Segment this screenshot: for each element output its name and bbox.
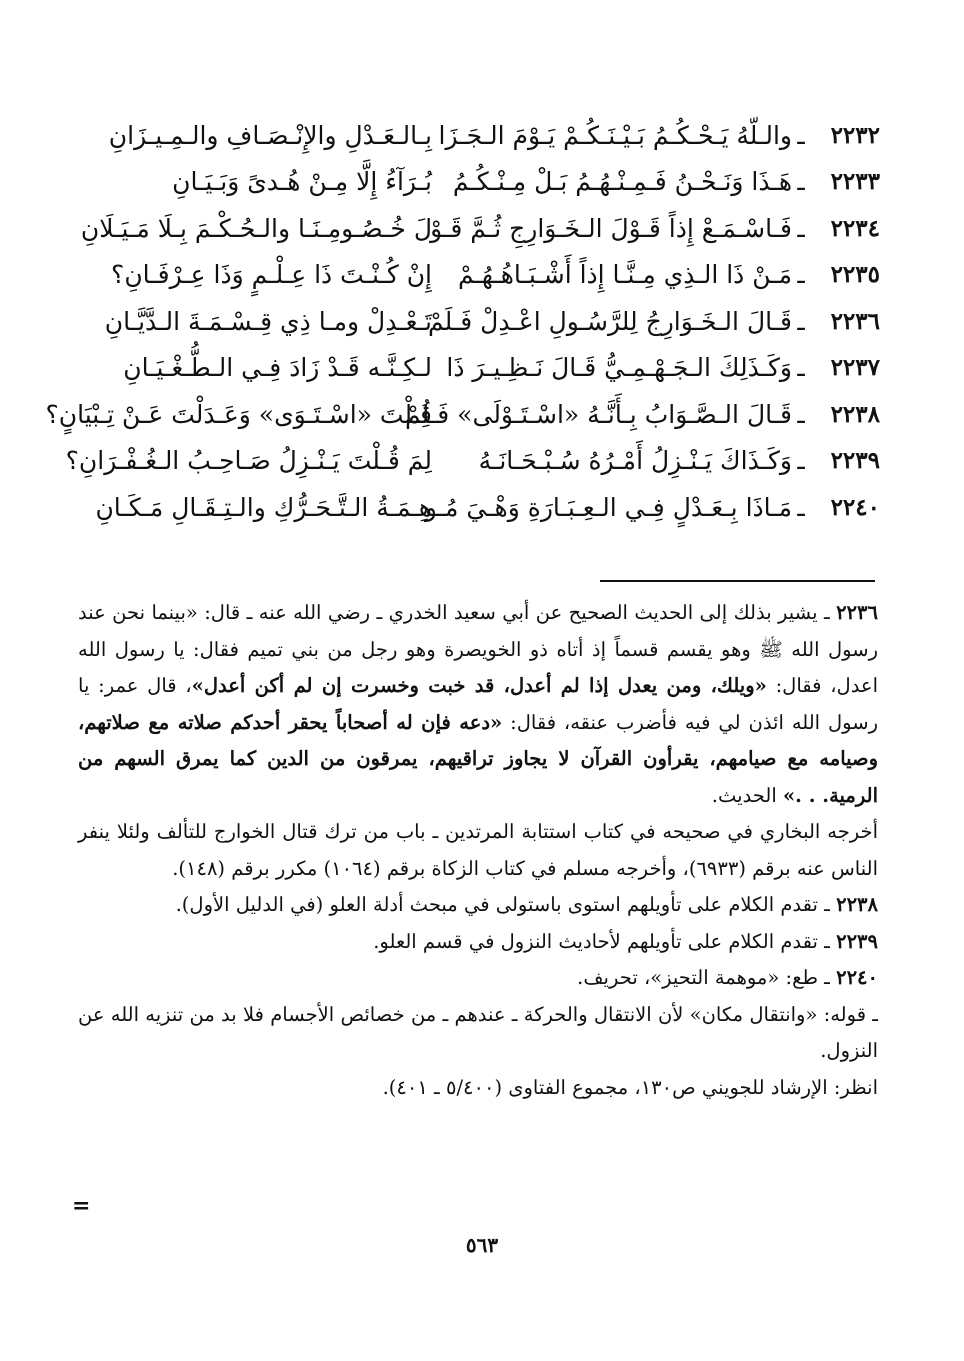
footnote-2240-continuation [78,997,878,1070]
verse-dash: ـ [797,446,805,476]
footnote-text: يشير بذلك إلى الحديث الصحيح عن أبي سعيد الخدري ـ رضي الله عنه ـ قال: «بينما نحن عند رسول الله ﷺ وهو يقسم قسماً إذ أتاه ذو الخويصرة وهو رجل من بني تميم فقال: يا رسول الله اعدل، فقال: [78,601,878,697]
footnote-source: أخرجه البخاري في صحيحه في كتاب استتابة المرتدين ـ باب من ترك قتال الخوارج للتألف ولئلا ينفر الناس عنه برقم (٦٩٣٣)، وأخرجه مسلم في كتاب الزكاة برقم (١٠٦٤) مكرر برقم (١٤٨). [78,820,878,880]
verse-line [80,345,880,392]
footnote-text: طع: «موهمة التحيز»، تحريف. [577,966,818,989]
verse-number: ٢٢٤٠ [830,493,880,521]
verse-second-hemistich: بِـالـعَـدْلِ والإِنْـصَـافِ والـمِـيـزَانِ [108,120,432,150]
verse-line [65,438,880,485]
verse-first-hemistich: قَـالَ الـخَـوَارِجُ لِلرَّسُـولِ اعْـدِلْ فَـلَمْ [428,306,792,336]
verse-first-hemistich: والـلّهُ يَـحْـكُـمُ بَـيْـنَـكُـمْ يَـوْمَ الـجَـزَا [438,120,792,150]
verse-line [80,112,880,159]
footnote-2240-reference [78,1070,878,1107]
verse-dash: ـ [797,167,805,197]
verse-second-hemistich: هِـمَـةُ الـتَّـحَـرُّكِ والـتِـقَـالِ مَـكَـانِ [95,492,432,522]
footnote-dash: ـ [823,601,830,624]
verse-number: ٢٢٣٦ [830,307,880,335]
verse-first-hemistich: وَكَـذَلِكَ الـجَـهْـمِـيُّ قَـالَ نَـظِـيـرَ ذَا [446,353,792,383]
verse-number: ٢٢٣٧ [830,354,880,382]
footnote-2239 [78,924,878,961]
footnote-number: ٢٢٣٩ [836,929,878,953]
footnote-2240 [78,960,878,997]
verse-number: ٢٢٣٢ [830,121,880,149]
footnote-separator [600,580,875,582]
verse-number: ٢٢٣٥ [830,261,880,289]
verse-second-hemistich: لـكِـنَّـه قَـدْ زَادَ فِـي الـطُّـغْـيَـانِ [123,353,432,383]
verse-number: ٢٢٣٣ [830,168,880,196]
footnote-number: ٢٢٤٠ [836,966,878,989]
verse-dash: ـ [797,492,805,522]
footnote-dash: ـ [824,893,830,916]
verse-dash: ـ [797,306,805,336]
hadith-quote: «ويلك، ومن يعدل إذا لم أعدل، قد خبت وخسرت إن لم أكن أعدل» [191,674,767,697]
verse-first-hemistich: وَكَـذَاكَ يَـنْـزِلُ أَمْـرُهُ سُـبْـحَـانَـهُ [478,446,792,476]
verse-line [80,252,880,299]
page-number: ٥٦٣ [465,1233,499,1257]
verse-second-hemistich: تَـعْـدِلْ ومـا ذِي قِـسْـمَـةَ الـدَّيَّـانِ [104,306,432,336]
verse-line [80,484,880,531]
verse-first-hemistich: هَـذَا وَنَـحْـنُ فَـمِـنْـهُـمُ بَـلْ مِـنْـكُـمُ [452,167,792,197]
verse-line [80,298,880,345]
hadith-quote: «دعه فإن له أصحاباً يحقر أحدكم صلاته مع صلاتهم، وصيامه مع صيامهم، يقرأون القرآن لا يجاوز تراقيهم، يمرقون من الدين كما يمرق السهم من الرمية. . .» [78,710,878,807]
footnote-text: ، قال عمر: يا رسول الله ائذن لي فيه فأضرب عنقه، فقال: [78,674,878,734]
verse-second-hemistich: إِنْ كُـنْـتَ ذَا عِـلْـمٍ وَذَا عِـرْفَـانِ؟ [111,260,432,290]
verse-number: ٢٢٣٤ [830,214,880,242]
continuation-mark: = [72,1193,91,1219]
verse-first-hemistich: مَـنْ ذَا الـذِي مِـنَّـا إِذاً أَشْـبَـاهُـهُـمْ [457,260,792,290]
verse-second-hemistich: لَ خُـصُـومِـنَـا والـحُـكْـمَ بِـلَا مَـيَـلَانِ [80,213,432,243]
footnote-dash: ـ [824,966,830,989]
footnote-text: تقدم الكلام على تأويلهم استوى باستولى في مبحث أدلة العلو (في الدليل الأول). [175,893,818,916]
verse-second-hemistich: بُـرَآءُ إِلَّا مِـنْ هُـدىً وَبَـيَـانِ [172,167,432,197]
footnotes [78,595,878,1106]
footnote-2238 [78,887,878,924]
verse-number: ٢٢٣٨ [830,400,880,428]
verse-first-hemistich: مَـاذَا بِـعَـدْلٍ فِـي الـعِـبَـارَةِ وَهْـيَ مُـو [424,492,792,522]
verse-dash: ـ [797,120,805,150]
footnote-number: ٢٢٣٦ [836,601,878,624]
footnote-2236 [78,595,878,887]
footnote-text: انظر: الإرشاد للجويني ص١٣٠، مجموع الفتاوى (٥/٤٠٠ ـ ٤٠١). [382,1075,878,1099]
footnote-number: ٢٢٣٨ [836,893,878,916]
verse-line [80,205,880,252]
footnote-text: تقدم الكلام على تأويلهم لأحاديث النزول في قسم العلو. [373,929,818,953]
verse-first-hemistich: قَـالَ الـصَّـوَابُ بِـأَنَّـهُ «اسْـتَـوْلَى» فَـلِمْ [405,399,792,429]
verse-dash: ـ [797,399,805,429]
verse-dash: ـ [797,260,805,290]
verse-dash: ـ [797,213,805,243]
verse-line [80,159,880,206]
verse-first-hemistich: فَـاسْـمَـعْ إِذاً قَـوْلَ الـخَـوَارِجِ ثُـمَّ قَـوْ [430,213,792,243]
verse-second-hemistich: لِمَ قُـلْتَ يَـنْـزِلُ صَـاحِـبُ الـغُـفْـرَانِ؟ [65,446,432,476]
footnote-text: الحديث. [711,783,783,807]
footnote-dash: ـ [824,929,830,953]
verse-dash: ـ [797,353,805,383]
verse-number: ٢٢٣٩ [830,447,880,475]
poem-verses [45,112,880,531]
footnote-text: ـ قوله: «وانتقال مكان» لأن الانتقال والحركة ـ عندهم ـ من خصائص الأجسام فلا بد من تنزيه الله عن النزول. [78,1002,878,1062]
verse-second-hemistich: قُـلْتَ «اسْـتَـوَى» وَعَـدَلْتَ عَـنْ تِـبْيَانٍ؟ [45,399,432,429]
verse-line [45,391,880,438]
